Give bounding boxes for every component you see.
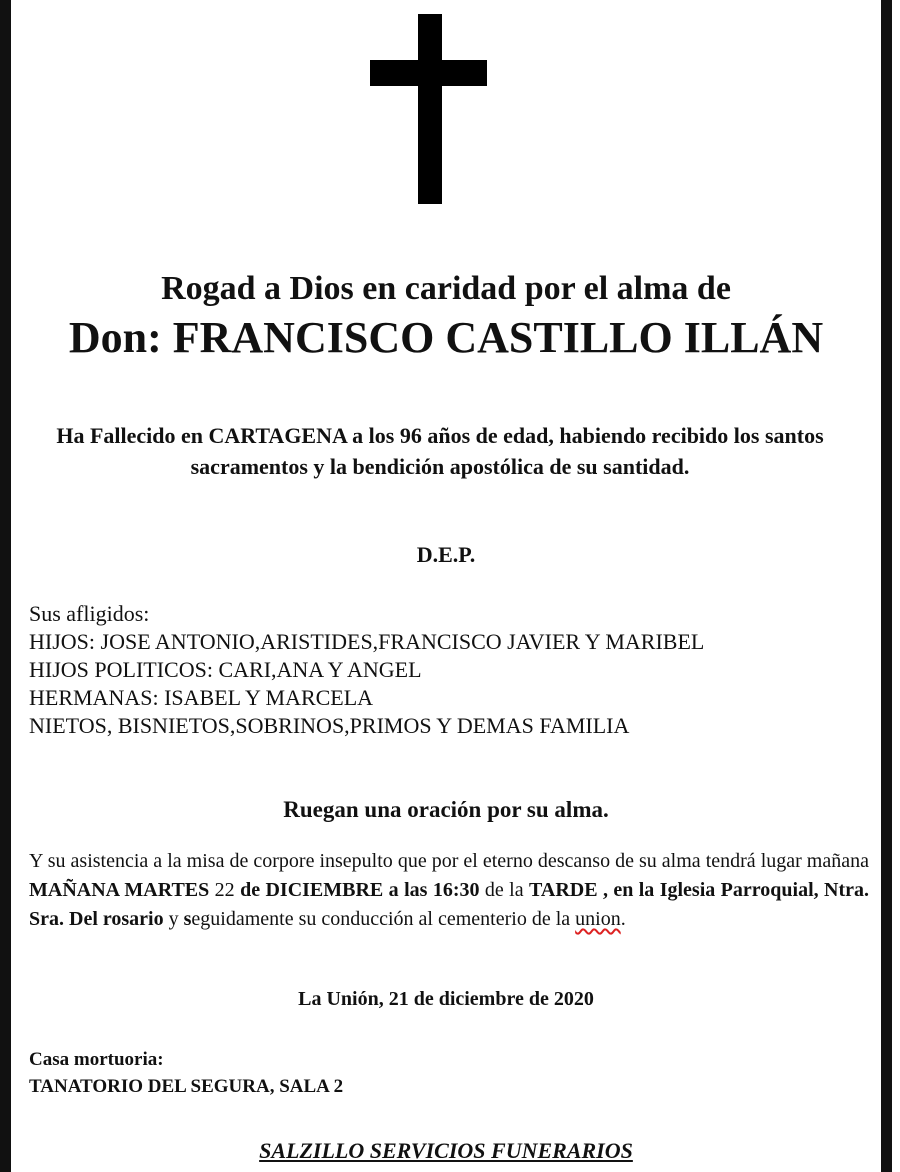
spellcheck-word: union [575,908,621,930]
mass-text-5: eguidamente su conducción al cementerio de la [191,908,576,930]
mass-text-6: . [620,908,626,930]
deceased-name: Don: FRANCISCO CASTILLO ILLÁN [68,313,824,362]
mass-bold-place: TARDE , en la Iglesia Parroquial, Ntra. Sra. Del rosario [29,879,870,930]
mass-bold-day: MAÑANA MARTES [29,879,210,901]
family-intro: Sus afligidos: [29,601,150,626]
death-notice: Ha Fallecido en CARTAGENA a los 96 años de edad, habiendo recibido los santos sacramentos y la bendición apostólica de su santidad. [56,423,824,479]
mass-text-4: y [163,908,184,930]
family-nietos: NIETOS, BISNIETOS,SOBRINOS,PRIMOS Y DEMAS FAMILIA [29,713,630,738]
rip-abbreviation: D.E.P. [416,542,476,567]
mass-bold-s: s [183,908,192,930]
right-border [881,0,892,1172]
funeral-home-name: SALZILLO SERVICIOS FUNERARIOS [259,1138,633,1163]
cross-vertical-bar [418,14,442,204]
mass-text-2: 22 [209,879,241,901]
mass-paragraph [29,847,869,934]
casa-mortuoria [29,1046,343,1100]
mass-text-3: de la [479,879,530,901]
casa-value: TANATORIO DEL SEGURA, SALA 2 [29,1076,344,1097]
prayer-request: Ruegan una oración por su alma. [283,797,609,822]
cross-horizontal-bar [370,60,487,86]
family-hijos: HIJOS: JOSE ANTONIO,ARISTIDES,FRANCISCO JAVIER Y MARIBEL [29,629,705,654]
left-border [0,0,11,1172]
family-hermanas: HERMANAS: ISABEL Y MARCELA [29,685,374,710]
family-hijos-politicos: HIJOS POLITICOS: CARI,ANA Y ANGEL [29,657,422,682]
mass-text-1: Y su asistencia a la misa de corpore insepulto que por el eterno descanso de su alma tendrá lugar mañana [29,850,869,872]
family-list [29,600,704,740]
casa-label: Casa mortuoria: [29,1049,164,1070]
mass-bold-date-time: de DICIEMBRE a las 16:30 [240,879,480,901]
place-date: La Unión, 21 de diciembre de 2020 [298,988,594,1010]
prayer-heading: Rogad a Dios en caridad por el alma de [161,270,731,307]
